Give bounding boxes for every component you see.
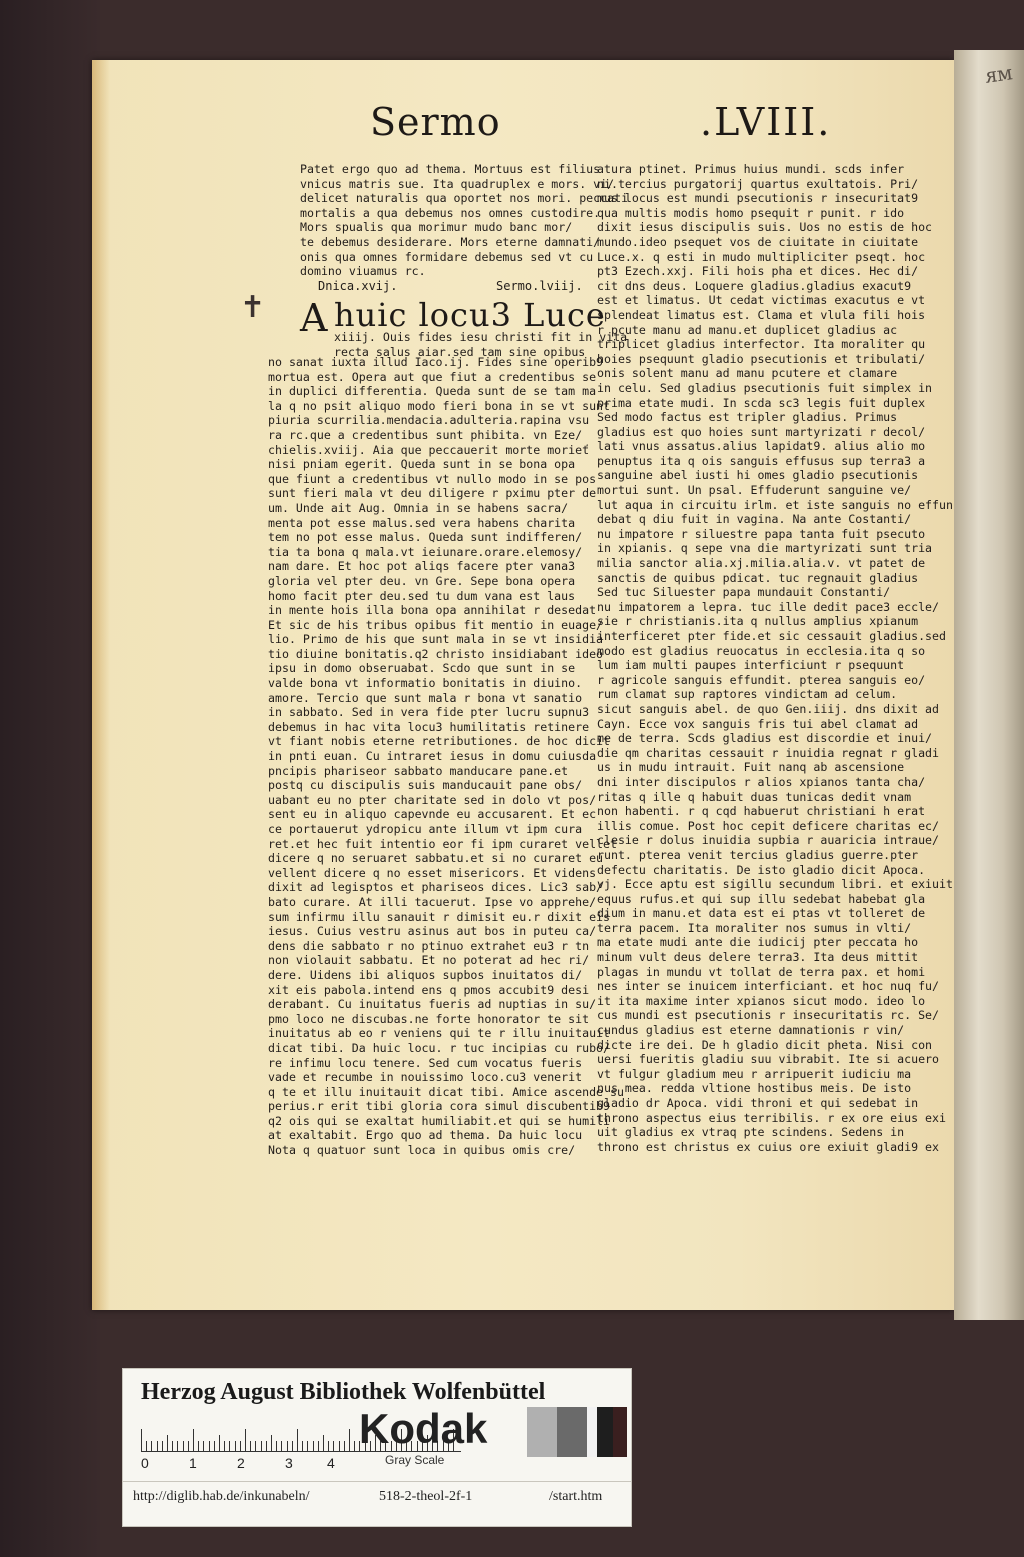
ruler-number: 2 [237,1455,245,1471]
ruler-tick [209,1441,210,1451]
ruler-tick [224,1441,225,1451]
url-start: /start.htm [549,1489,603,1504]
text-line: uersi fueritis gladiu suu vibrabit. Ite si acuero [597,1052,940,1067]
text-line: lut aqua in circuitu irlm. et iste sanguis no effun [597,497,953,512]
text-line: r pcute manu ad manu.et duplicet gladius ac [597,322,898,337]
gray-swatch [587,1407,597,1457]
ruler-tick [203,1441,204,1451]
kodak-brand: Kodak [359,1405,488,1452]
text-line: equus rufus.et qui sup illu sedebat habebat gla [597,891,926,906]
text-line: gladius est quo hoies sunt martyrizati r decol/ [597,424,926,439]
ruler-number: 0 [141,1455,149,1471]
text-line: vellent dicere q no esset misericors. Et videns [268,865,597,880]
text-line: recta salus aiar.sed tam sine opibus [334,344,586,359]
text-line: it ita maxime inter xpianos sicut modo. ideo lo [597,993,926,1008]
text-line: gloria vel pter deu. vn Gre. Sepe bona opera [268,573,576,588]
ruler-tick [193,1429,194,1451]
text-line: gladio dr Apoca. vidi throni et qui sedebat in [597,1096,919,1110]
text-line: sanctis de quibus pdicat. tuc regnauit gladius [597,570,919,585]
text-line: dicere q no seruaret sabbatu.et si no curaret eu [268,851,604,866]
text-line: ipsu in domo obseruabat. Scdo que sunt in se [268,661,576,676]
text-line: nu impatore r siluestre papa tanta fuit psecuto [597,526,926,541]
text-line: rum clamat sup raptores vindictam ad celum. [597,687,898,702]
ruler-tick [307,1441,308,1451]
text-line: mortui sunt. Un psal. Effuderunt sanguine ve/ [597,483,912,498]
text-line: milia sanctor alia.xj.milia.alia.v. vt patet de [597,556,926,571]
text-line: mus locus est mundi psecutionis r insecuritat9 [597,191,919,206]
text-line: um. Unde ait Aug. Omnia in se habens sacra/ [268,500,569,515]
text-line: xit eis pabola.intend ens q pmos accubit9 desi [268,982,590,997]
text-line: non habenti. r q cqd habuerut christiani h erat [597,804,926,819]
text-line: nam dare. Et hoc pot aliqs facere pter vana3 [268,559,576,574]
incipit-heading: huic locu3 Luce [334,296,606,334]
text-line: in duplici differentia. Queda sunt de se tam ma [268,384,597,399]
text-line: est et limatus. Ut cedat victimas exacutus e vt [597,293,926,308]
color-reference-card [122,1368,632,1527]
text-line: pt3 Ezech.xxj. Fili hois pha et dices. Hec di/ [597,264,919,279]
text-line: ra rc.que a credentibus sunt phibita. vn Eze/ [268,427,583,442]
ruler-tick [318,1441,319,1451]
text-line: inuitatus ab eo r veniens qui te r illu inuitauit [268,1026,611,1041]
ruler-tick [276,1441,277,1451]
text-line: sanguine abel iusti hi omes gladio psecutionis [597,468,919,483]
text-line: Sed tuc Siluester papa mundauit Constanti/ [597,585,891,600]
text-line: ma etate mudi ante die iudicij pter peccata ho [597,935,919,950]
folio-number: .LVIII. [700,100,832,144]
text-line: runt. pterea venit tercius gladius guerre.pter [597,847,919,862]
ruler-tick [344,1441,345,1451]
text-line: bato curare. At illi tacuerut. Ipse vo apprehe/ [268,894,597,909]
ruler-number: 3 [285,1455,293,1471]
text-line: in sabbato. Sed in vera fide pter lucru supnu3 [268,705,590,720]
text-line: menta pot esse malus.sed vera habens charita [268,515,576,530]
card-divider [123,1481,631,1482]
ruler-tick [313,1441,314,1451]
text-line: dicat tibi. Da huic locu. r tuc incipias cu rubo/ [268,1040,611,1055]
ruler-tick [219,1435,220,1451]
text-line: nus mea. redda vltione hostibus meis. De isto [597,1081,912,1096]
ruler-tick [198,1441,199,1451]
text-line: Et sic de his tribus opibus fit mentio in euage/ [268,617,604,632]
ruler-number: 4 [327,1455,335,1471]
ruler-tick [328,1441,329,1451]
ruler-number: 1 [189,1455,197,1471]
ruler-tick [162,1441,163,1451]
text-line: tia ta bona q mala.vt ieiunare.orare.elemosy/ [268,544,583,559]
dominica-label: Dnica.xvij. [318,279,398,293]
text-line: nes inter se inuicem interficiant. et hoc nuq fu/ [597,979,940,994]
ruler-tick [172,1441,173,1451]
text-line: q te et illu inuitauit dicat tibi. Amice ascende su [268,1084,624,1099]
text-line: ce portauerut ydropicu ante illum vt ipm cura [268,822,583,836]
text-line: nisi pniam egerit. Queda sunt in se bona opa [268,457,576,472]
ruler-tick [250,1441,251,1451]
background-left [0,0,100,1557]
ruler-tick [349,1429,350,1451]
text-line: lum iam multi paupes interficiunt r psequunt [597,658,905,673]
ruler-tick [271,1435,272,1451]
text-line: re infimu locu tenere. Sed cum vocatus fueris [268,1055,583,1070]
ruler-tick [177,1441,178,1451]
text-line: in xpianis. q sepe vna die martyrizati sunt tria [597,541,933,556]
text-line: tem no pot esse malus. Queda sunt indifferen/ [268,530,583,545]
text-line: Nota q quatuor sunt loca in quibus omis cre/ [268,1143,576,1158]
text-line: plagas in mundu vt tollat de terra pax. et homi [597,964,926,979]
gray-swatch [613,1407,627,1457]
left-column-top [300,162,629,279]
text-line: hoies psequunt gladio psecutionis et tribulati/ [597,351,926,366]
text-line: dium in manu.et data est ei ptas vt tolleret de [597,906,926,921]
ruler-tick [167,1435,168,1451]
text-line: minum vult deus delere terra3. Ita deus mittit [597,950,919,965]
sermo-label: Sermo.lviij. [496,279,583,293]
ruler-tick [188,1441,189,1451]
text-line: defectu charitatis. De isto gladio dicit Apoca. [597,862,926,877]
text-line: clesie r dolus inuidia supbia r auaricia intraue/ [597,833,940,848]
text-line: q2 ois qui se exaltat humiliabit.et qui se humili [268,1113,611,1128]
text-line: sent eu in aliquo capevnde eu accusarent. Et ec [268,807,597,822]
ruler-tick [333,1441,334,1451]
ruler-tick [245,1429,246,1451]
text-line: dixit ad legisptos et phariseos dices. Lic3 sab/ [268,880,604,895]
ruler-tick [151,1441,152,1451]
text-line: dens die sabbato r no ptinuo extrahet eu3 r tn [268,938,590,953]
text-line: dixit iesus discipulis suis. Uos no estis de hoc [597,220,933,235]
ruler-tick [183,1441,184,1451]
running-title: Sermo [370,100,501,144]
text-line: vnicus matris sue. Ita quadruplex e mors. vi/ [300,176,615,191]
text-line: Sed modo factus est tripler gladius. Primus [597,410,898,425]
text-line: mortalis a qua debemus nos omnes custodire. [300,205,601,220]
text-line: la q no psit aliquo modo fieri bona in se vt sunt [268,398,611,413]
gray-scale-label: Gray Scale [385,1453,445,1467]
text-line: vt fiant nobis eterne retributiones. de hoc dicit [268,734,611,749]
text-line: vade et recumbe in nouissimo loco.cu3 venerit [268,1070,583,1085]
text-line: Cayn. Ecce vox sanguis fris tui abel clamat ad [597,716,919,731]
text-line: interficeret pter fide.et sic cessauit gladius.sed [597,629,947,643]
text-line: debemus in hac vita locu3 humilitatis retinere [268,719,590,734]
text-line: uit gladius ex vtraq pte scindens. Sedens in [597,1125,905,1140]
text-line: atura ptinet. Primus huius mundi. scds infer [597,162,905,176]
text-line: throno aspectus eius terribilis. r ex ore eius exi [597,1110,947,1125]
text-line: te debemus desiderare. Mors eterne damnati/ [300,234,601,249]
url-base: http://diglib.hab.de/inkunabeln/ [133,1489,310,1504]
page-edge-shadow [92,60,110,1310]
text-line: cit dns deus. Loquere gladius.gladius exacut9 [597,278,912,293]
text-line: homo facit pter deu.sed tu dum vana est laus [268,588,576,603]
text-line: ret.et hec fuit intentio eor fi ipm curaret vellet [268,836,618,851]
text-line: Patet ergo quo ad thema. Mortuus est filius [300,162,601,176]
text-line: sie r christianis.ita q nullus amplius xpianum [597,614,919,629]
text-line: onis solent manu ad manu pcutere et clamare [597,366,898,381]
text-line: cus mundi est psecutionis r insecuritatis rc. Se/ [597,1008,940,1023]
text-line: sum infirmu illu sanauit r dimisit eu.r dixit eis [268,909,611,924]
ruler-tick [229,1441,230,1451]
text-line: delicet naturalis qua oportet nos mori. peccati [300,191,629,206]
text-line: r agricole sanguis effundit. pterea sanguis eo/ [597,672,926,687]
text-line: Mors spualis qua morimur mudo banc mor/ [300,220,573,235]
text-line: penuptus ita q ois sanguis effusus sup terra3 a [597,453,926,468]
ruler-tick [281,1441,282,1451]
text-line: sunt fieri mala vt deu diligere r pximu pter de [268,486,597,501]
text-line: cundus gladius est eterne damnationis r vin/ [597,1023,905,1038]
text-line: in mente hois illa bona opa annihilat r desedat [268,603,597,618]
text-line: me de terra. Scds gladius est discordie et inui/ [597,731,933,746]
text-line: que fiunt a credentibus vt nullo modo in se pos [268,471,597,486]
text-line: domino viuamus rc. [300,264,426,279]
url-shelfmark: 518-2-theol-2f-1 [379,1489,473,1504]
text-line: dere. Uidens ibi aliquos supbos inuitatos di/ [268,967,583,982]
ruler-tick [339,1441,340,1451]
text-line: xiiij. Ouis fides iesu christi fit in vita [334,330,628,344]
ruler-tick [141,1429,142,1451]
book-spine [954,50,1024,1320]
spine-mark: ᴙᴍ [983,60,1014,88]
text-line: lati vnus assatus.alius lapidat9. alius alio mo [597,439,926,454]
ruler-tick [297,1429,298,1451]
text-line: derabant. Cu inuitatus fueris ad nuptias in su/ [268,997,597,1012]
text-line: debat q diu fuit in vagina. Na ante Costanti/ [597,512,912,527]
text-line: at exaltabit. Ergo quo ad thema. Da huic locu [268,1128,583,1143]
text-line: prima etate mudi. In scda sc3 legis fuit duplex [597,395,926,410]
ruler-tick [266,1441,267,1451]
ruler-tick [261,1441,262,1451]
ruler-tick [255,1441,256,1451]
ruler-tick [214,1441,215,1451]
text-line: mortua est. Opera aut que fiut a credentibus se [268,369,597,384]
ruler-tick [302,1441,303,1451]
text-line: qua multis modis homo psequit r punit. r ido [597,205,905,220]
ruler-tick [292,1441,293,1451]
text-line: terra pacem. Ita moraliter nos sumus in vlti/ [597,920,912,935]
text-line: uabant eu no pter charitate sed in dolo vt pos/ [268,792,597,807]
text-line: non violauit sabbatu. Et no poterat ad hec ri/ [268,953,590,968]
text-line: dni inter discipulos r alios xpianos tanta cha/ [597,774,926,789]
text-line: ni.tercius purgatorij quartus exultatois. Pri/ [597,176,919,191]
text-line: lio. Primo de his que sunt mala in se vt insidia [268,632,604,647]
text-line: vj. Ecce aptu est sigillu secundum libri. et exiuit [597,877,953,892]
text-line: pmo loco ne discubas.ne forte honorator te sit [268,1011,590,1026]
text-line: chielis.xviij. Aia que peccauerit morte morieť [268,442,590,457]
text-line: throno est christus ex cuius ore exiuit gladi9 ex [597,1139,940,1154]
right-column [597,162,953,1154]
text-line: die qm charitas cessauit r inuidia regnat r gladi [597,745,940,760]
text-line: splendeat limatus est. Clama et vlula fili hois [597,307,926,322]
ruler-tick [323,1435,324,1451]
left-column-body [268,355,624,1158]
text-line: us in mudu intrauit. Fuit nanq ab ascensione [597,760,905,775]
ruler-tick [354,1441,355,1451]
text-line: perius.r erit tibi gloria cora simul discubentib9 [268,1099,611,1114]
paragraph-mark-icon: ✝ [240,290,266,325]
text-line: mundo.ideo psequet vos de ciuitate in ciuitate [597,234,919,249]
text-line: Luce.x. q esti in mudo multipliciter pseqt. hoc [597,249,926,264]
incipit-initial: A [300,296,328,340]
card-title: Herzog August Bibliothek Wolfenbüttel [141,1379,546,1405]
text-line: modo est gladius reuocatus in ecclesia.ita q so [597,643,926,658]
ruler-tick [146,1441,147,1451]
ruler-tick [240,1441,241,1451]
text-line: vt fulgur gladium meu r arripuerit iudiciu ma [597,1066,912,1081]
text-line: dicte ire dei. De h gladio dicit pheta. Nisi con [597,1037,933,1052]
ruler-tick [287,1441,288,1451]
text-line: valde bona vt informatio bonitatis in diuino. [268,676,583,691]
text-line: nu impatorem a lepra. tuc ille dedit pace3 eccle/ [597,599,940,614]
text-line: sicut sanguis abel. de quo Gen.iiij. dns dixit ad [597,701,940,716]
text-line: piuria scurrilia.mendacia.adulteria.rapina vsu [268,413,590,428]
gray-swatch [557,1407,587,1457]
text-line: triplicet gladius interfector. Ita moraliter qu [597,337,926,352]
text-line: iesus. Cuius vestru asinus aut bos in puteu ca/ [268,924,597,939]
text-line: in pnti euan. Cu intraret iesus in domu cuiusda [268,749,597,764]
ruler-tick [157,1441,158,1451]
text-line: no sanat iuxta illud Iaco.ij. Fides sine operib9 [268,355,604,369]
text-line: onis qua omnes formidare debemus sed vt cu [300,249,594,264]
ruler-tick [235,1441,236,1451]
gray-swatch [527,1407,557,1457]
text-line: pncipis phariseor sabbato manducare pane.et [268,763,569,778]
text-line: in celu. Sed gladius psecutionis fuit simplex in [597,380,933,395]
text-line: tio diuine bonitatis.q2 christo insidiabant ideo [268,646,604,661]
text-line: ritas q ille q habuit duas tunicas dedit vnam [597,789,912,804]
text-line: postq cu discipulis suis manducauit pane obs/ [268,778,583,793]
text-line: illis comue. Post hoc cepit deficere charitas ec/ [597,818,940,833]
text-line: amore. Tercio que sunt mala r bona vt sanatio [268,690,583,705]
gray-swatch [597,1407,613,1457]
